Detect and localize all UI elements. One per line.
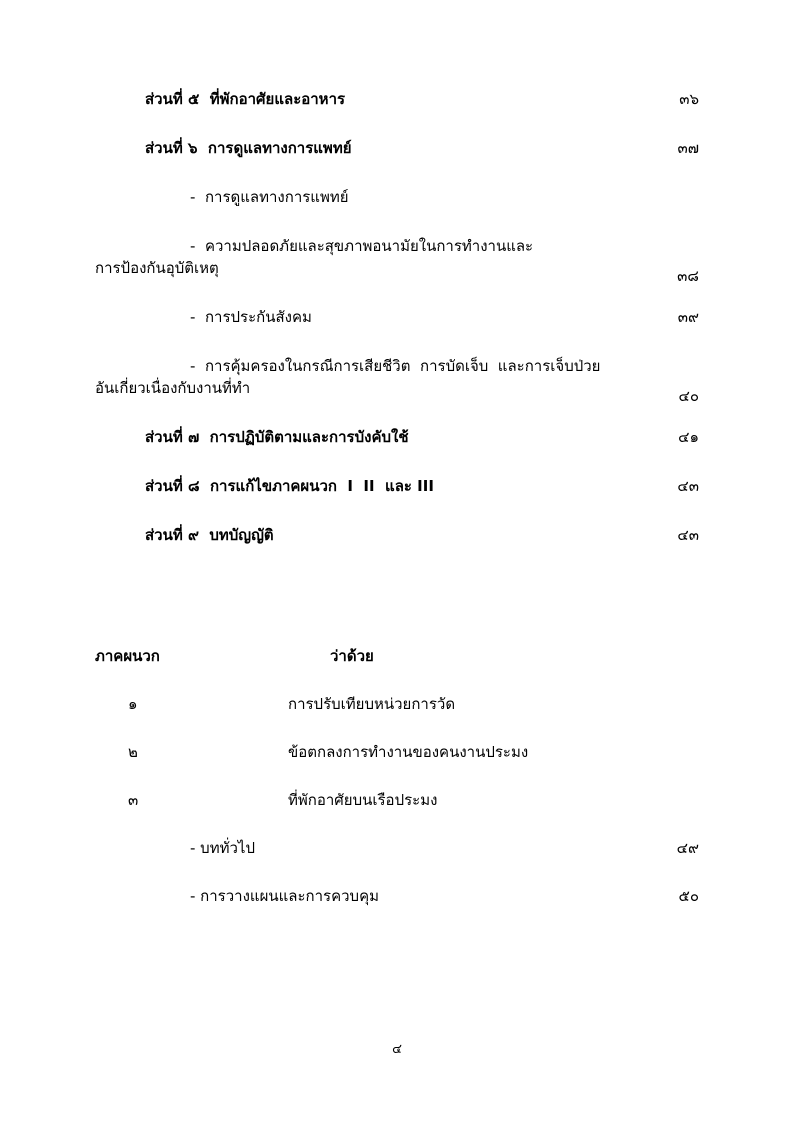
toc-row (0, 88, 794, 118)
toc-entry-label: - การคุ้มครองในกรณีการเสียชีวิต การบัดเจ็บ และการเจ็บป่วย (190, 357, 601, 375)
annex-item-text: ที่พักอาศัยบนเรือประมง (288, 791, 438, 809)
annex-subitem-text: - การวางแผนและการควบคุม (190, 887, 380, 905)
annex-heading-right: ว่าด้วย (330, 647, 374, 665)
toc-row (0, 426, 794, 456)
toc-entry-label-line2: การป้องกันอุบัติเหตุ (95, 259, 219, 277)
toc-entry-page: ๓๗ (677, 139, 699, 157)
toc-row (0, 355, 794, 407)
annex-item (0, 692, 794, 722)
toc-entry-label: - ความปลอดภัยและสุขภาพอนามัยในการทำงานและ (190, 237, 534, 255)
toc-row (0, 137, 794, 167)
annex-subitem-page: ๕๐ (678, 887, 699, 905)
toc-entry-page: ๔๑ (678, 428, 699, 446)
annex-item (0, 740, 794, 770)
annex-subitem-text: - บททั่วไป (190, 839, 255, 857)
annex-subitem (0, 836, 794, 866)
toc-row (0, 475, 794, 505)
page-footer (0, 1038, 794, 1059)
toc-row (0, 306, 794, 336)
toc-entry-label: ส่วนที่ ๗ การปฏิบัติตามและการบังคับใช้ (145, 428, 409, 446)
toc-entry-label: - การดูแลทางการแพทย์ (190, 188, 349, 206)
annex-heading-row (0, 644, 794, 674)
footer-page-number: ๔ (392, 1042, 402, 1057)
toc-entry-page: ๔๓ (677, 477, 699, 495)
toc-entry-page: ๓๙ (677, 308, 699, 326)
toc-row (0, 235, 794, 287)
toc-row (0, 524, 794, 554)
toc-entry-label: ส่วนที่ ๘ การแก้ไขภาคผนวก I II และ III (145, 477, 434, 495)
toc-entry-page: ๔๐ (678, 387, 699, 405)
toc-entry-page: ๔๓ (677, 526, 699, 544)
annex-subitem-page: ๔๙ (676, 839, 699, 857)
table-of-contents (0, 88, 794, 573)
annex-item-text: การปรับเทียบหน่วยการวัด (288, 695, 456, 713)
annex-item-number: ๓ (128, 791, 139, 809)
annex-item-number: ๒ (128, 743, 138, 761)
annex-subitem (0, 884, 794, 914)
annex-item-text: ข้อตกลงการทำงานของคนงานประมง (288, 743, 529, 761)
toc-entry-page: ๓๖ (679, 90, 699, 108)
toc-entry-label: ส่วนที่ ๖ การดูแลทางการแพทย์ (145, 139, 352, 157)
toc-entry-label: ส่วนที่ ๕ ที่พักอาศัยและอาหาร (145, 90, 346, 108)
toc-entry-label: - การประกันสังคม (190, 308, 312, 326)
annex-item-number: ๑ (128, 695, 138, 713)
toc-entry-label-line2: อันเกี่ยวเนื่องกับงานที่ทำ (95, 379, 251, 397)
annex-heading-left: ภาคผนวก (95, 647, 160, 665)
annex-section (0, 644, 794, 932)
annex-item (0, 788, 794, 818)
toc-entry-page: ๓๘ (677, 267, 699, 285)
toc-entry-label: ส่วนที่ ๙ บทบัญญัติ (145, 526, 274, 544)
toc-row (0, 186, 794, 216)
